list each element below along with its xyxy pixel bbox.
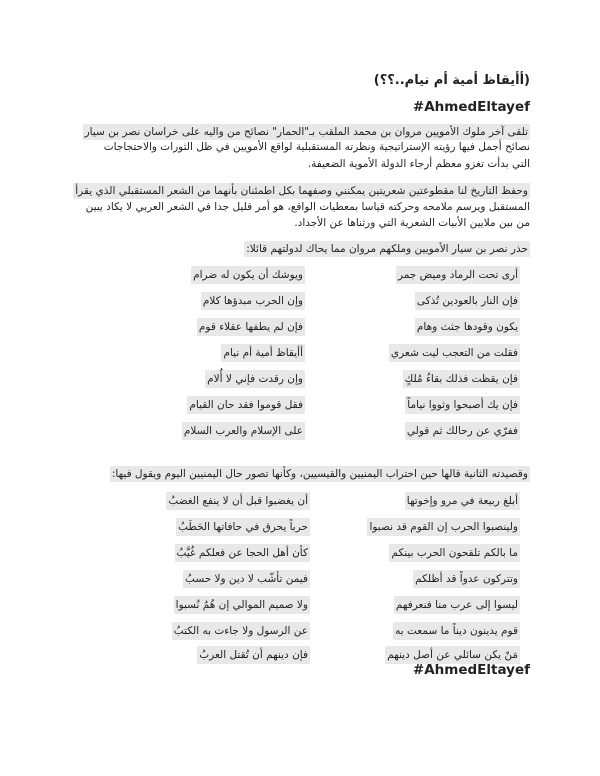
poem1-verse bbox=[0, 266, 600, 282]
document-title: (أأيقاظ أمية أم نيام..؟؟) bbox=[373, 73, 530, 88]
verse-ajuz: على الإسلام والعرب السلام bbox=[182, 422, 305, 440]
verse-sadr: ففرّي عن رحالك ثم قولي bbox=[405, 422, 520, 440]
poem2-verse bbox=[0, 646, 600, 662]
verse-ajuz: أن يغضبوا قبل أن لا ينفع الغضبُ bbox=[166, 492, 310, 510]
verse-sadr: مَنْ يكن سائلي عن أصل دينهم bbox=[385, 646, 520, 664]
verse-ajuz: كأن أهل الحجا عن فعلكم غُيَّبُ bbox=[175, 544, 310, 562]
verse-sadr: يكون وقودها جثث وهام bbox=[415, 318, 520, 336]
poem1-verse bbox=[0, 344, 600, 360]
history-line-3: من بين ملايين الأبيات الشعرية التي ورثناها عن الأجداد. bbox=[294, 217, 530, 229]
poem1-intro: حذر نصر بن سيار الأمويين وملكهم مروان مما يحاك لدولتهم قائلا: bbox=[246, 243, 528, 255]
verse-ajuz: ويوشك أن يكون له ضرام bbox=[191, 266, 305, 284]
verse-sadr: فقلت من التعجب ليت شعري bbox=[389, 344, 520, 362]
poem1-verse bbox=[0, 318, 600, 334]
verse-sadr: أرى تحت الرماد وميض جمر bbox=[396, 266, 520, 284]
verse-ajuz: فقل قوموا فقد حان القيام bbox=[187, 396, 305, 414]
verse-ajuz: فيمن تأشّب لا دين ولا حسبُ bbox=[183, 570, 310, 588]
hashtag-top[interactable]: #AhmedEltayef bbox=[412, 99, 530, 115]
poem1-verse bbox=[0, 422, 600, 438]
verse-ajuz: أأيقاظ أمية أم نيام bbox=[221, 344, 305, 362]
verse-ajuz: ولا صميم الموالي إن هُمُ نُسبوا bbox=[174, 596, 310, 614]
verse-ajuz: فإن لم يطفها عقلاء قوم bbox=[197, 318, 305, 336]
verse-ajuz: وإن الحرب مبدؤها كلام bbox=[201, 292, 305, 310]
poem1-verse bbox=[0, 396, 600, 412]
verse-sadr: ما بالكم تلقحون الحرب بينكم bbox=[389, 544, 520, 562]
verse-sadr: وتتركون عدواً قد أظلكم bbox=[413, 570, 520, 588]
verse-ajuz: حرباً يحرق في حافاتها الحَطَبُ bbox=[176, 518, 310, 536]
poem2-intro: وقصيدته الثانية قالها حين احتراب اليمنيين والقيسيين، وكأنها تصور حال اليمنيين اليوم ويقول فيها: bbox=[111, 468, 528, 480]
verse-ajuz: عن الرسول ولا جاءت به الكتبُ bbox=[172, 622, 310, 640]
verse-sadr: أبلغ ربيعة في مرو وإخوتها bbox=[405, 492, 520, 510]
verse-sadr: قوم يدينون ديناً ما سمعت به bbox=[393, 622, 520, 640]
verse-ajuz: وإن رقدت فإني لا أُلام bbox=[205, 370, 305, 388]
verse-sadr: فإن يقظت فذلك بقاءُ مُلكٍ bbox=[403, 370, 520, 388]
poem2-verse bbox=[0, 596, 600, 612]
verse-ajuz: فإن دينهم أن تُقتل العربُ bbox=[197, 646, 310, 664]
poem2-verse bbox=[0, 518, 600, 534]
verse-sadr: فإن النار بالعودين تُذكى bbox=[415, 292, 520, 310]
poem2-verse bbox=[0, 570, 600, 586]
verse-sadr: فإن يك أصبحوا وثووا نياماً bbox=[405, 396, 520, 414]
poem1-verse bbox=[0, 370, 600, 386]
verse-sadr: ليسوا إلى عرب منا فنعرفهم bbox=[394, 596, 520, 614]
poem2-verse bbox=[0, 492, 600, 508]
verse-sadr: ولينصبوا الحرب إن القوم قد نصبوا bbox=[367, 518, 520, 536]
intro-line-3: التي بدأت تغزو معظم أرجاء الدولة الأموية الضعيفة. bbox=[307, 158, 530, 170]
intro-line-2: نصائح أجمل فيها رؤيته الإستراتيجية ونظرته المستقبلية لواقع الأمويين في ظل الثورات والاحتجاجات bbox=[103, 141, 530, 153]
poem2-verse bbox=[0, 622, 600, 638]
poem2-verse bbox=[0, 544, 600, 560]
poem1-verse bbox=[0, 292, 600, 308]
history-line-1: وحفظ التاريخ لنا مقطوعتين شعريتين يمكنني وصفهما بكل اطمئنان بأنهما من الشعر المستقبلي الذي يقرأ bbox=[75, 185, 528, 197]
intro-line-1: تلقى آخر ملوك الأمويين مروان بن محمد الملقب بـ"الحمار" نصائح من واليه على خراسان نصر بن سيار bbox=[84, 126, 528, 138]
history-line-2: المستقبل ويرسم ملامحه وحركته قياسا بمعطيات الواقع، هو أمر قليل جدا في الشعر العربي لا يكاد يبين bbox=[85, 201, 530, 213]
hashtag-bottom[interactable]: #AhmedEltayef bbox=[412, 662, 530, 678]
